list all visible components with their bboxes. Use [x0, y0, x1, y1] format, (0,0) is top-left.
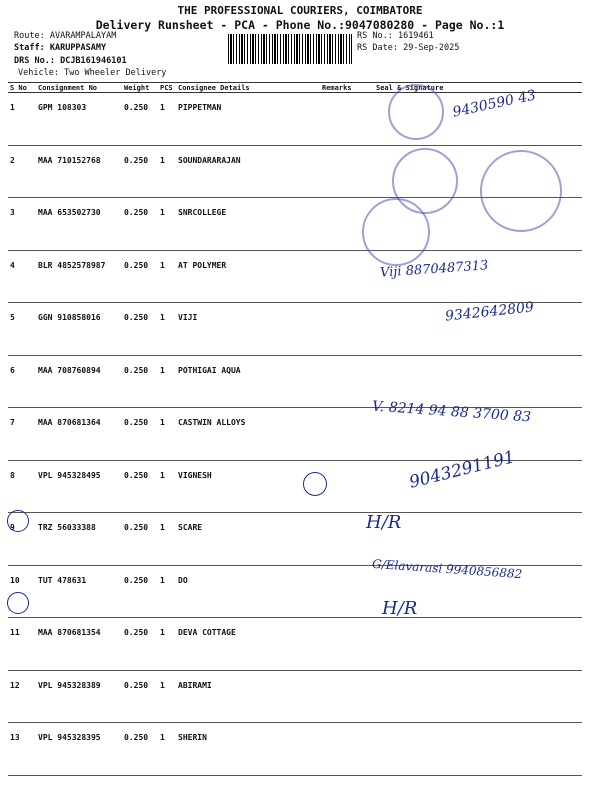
- row-consignee: PIPPETMAN: [176, 93, 320, 146]
- row-weight: 0.250: [122, 303, 158, 356]
- table-row: [8, 670, 582, 723]
- row-sno: 7: [8, 408, 36, 461]
- row-consignment: MAA 653502730: [36, 198, 122, 251]
- row-pcs: 1: [158, 618, 176, 671]
- seal-stamp-icon: [388, 84, 444, 140]
- row-sno: 2: [8, 145, 36, 198]
- row-consignee: SNRCOLLEGE: [176, 198, 320, 251]
- col-consignment: Consignment No: [36, 83, 122, 93]
- row-pcs: 1: [158, 408, 176, 461]
- row-sno: 6: [8, 355, 36, 408]
- row-consignee: CASTWIN ALLOYS: [176, 408, 320, 461]
- row-consignee: VIGNESH: [176, 460, 320, 513]
- row-consignee: AT POLYMER: [176, 250, 320, 303]
- row-remarks: [320, 460, 374, 513]
- row-weight: 0.250: [122, 93, 158, 146]
- row-sno: 4: [8, 250, 36, 303]
- row-signature: [374, 355, 582, 408]
- row-sno: 1: [8, 93, 36, 146]
- row-pcs: 1: [158, 565, 176, 618]
- row-remarks: [320, 303, 374, 356]
- row-pcs: 1: [158, 460, 176, 513]
- signature-row1: 9430590 43: [451, 87, 538, 121]
- signature-row12: G/Elavarasi 9940856882: [371, 556, 523, 582]
- polymer-agencies-stamp-icon: [362, 198, 430, 266]
- row-consignment: TUT 478631: [36, 565, 122, 618]
- row-consignee: SCARE: [176, 513, 320, 566]
- row-signature: [374, 618, 582, 671]
- circle-mark-icon: [7, 510, 29, 532]
- row-consignment: VPL 945328395: [36, 723, 122, 776]
- route-line: Route: AVARAMPALAYAM: [14, 31, 117, 41]
- row-weight: 0.250: [122, 198, 158, 251]
- signature-row5: Viji 8870487313: [379, 258, 489, 281]
- col-weight: Weight: [122, 83, 158, 93]
- row-sno: 9: [8, 513, 36, 566]
- row-remarks: [320, 408, 374, 461]
- row-weight: 0.250: [122, 618, 158, 671]
- staff-value: KARUPPASAMY: [49, 43, 107, 53]
- row-sno: 8: [8, 460, 36, 513]
- row-consignee: DEVA COTTAGE: [176, 618, 320, 671]
- runsheet-subtitle: Delivery Runsheet - PCA - Phone No.:9047080280 - Page No.:1: [95, 18, 505, 32]
- row-pcs: 1: [158, 355, 176, 408]
- table-row: [8, 618, 582, 671]
- col-signature: Seal & Signature: [374, 83, 582, 93]
- row-consignment: MAA 870681364: [36, 408, 122, 461]
- row-sno: 12: [8, 670, 36, 723]
- signature-row11: H/R: [366, 512, 402, 533]
- rs-no-line: RS No.: 1619461: [357, 31, 434, 41]
- col-remarks: Remarks: [320, 83, 374, 93]
- row-pcs: 1: [158, 513, 176, 566]
- snr-college-stamp-icon: [480, 150, 562, 232]
- row-remarks: [320, 618, 374, 671]
- row-weight: 0.250: [122, 250, 158, 303]
- row-sno: 13: [8, 723, 36, 776]
- row-signature: [374, 670, 582, 723]
- table-row: [8, 355, 582, 408]
- row-remarks: [320, 93, 374, 146]
- row-weight: 0.250: [122, 408, 158, 461]
- signature-row8: V. 8214 94 88 3700 83: [371, 398, 532, 426]
- table-row: [8, 250, 582, 303]
- col-sno: S No: [8, 83, 36, 93]
- row-weight: 0.250: [122, 460, 158, 513]
- row-consignment: MAA 710152768: [36, 145, 122, 198]
- table-header: [8, 83, 582, 93]
- row-signature: [374, 513, 582, 566]
- route-value: AVARAMPALAYAM: [49, 31, 117, 41]
- row-weight: 0.250: [122, 670, 158, 723]
- row-sno: 3: [8, 198, 36, 251]
- row-remarks: [320, 565, 374, 618]
- row-pcs: 1: [158, 670, 176, 723]
- staff-line: Staff: KARUPPASAMY: [14, 43, 107, 53]
- drs-line: DRS No.: DCJB161946101: [14, 56, 127, 66]
- signature-row6: 9342642809: [444, 299, 535, 325]
- row-consignee: SHERIN: [176, 723, 320, 776]
- row-pcs: 1: [158, 145, 176, 198]
- row-weight: 0.250: [122, 565, 158, 618]
- drs-value: DCJB161946101: [60, 56, 127, 66]
- row-remarks: [320, 145, 374, 198]
- row-pcs: 1: [158, 198, 176, 251]
- row-remarks: [320, 250, 374, 303]
- row-consignee: VIJI: [176, 303, 320, 356]
- row-consignment: MAA 870681354: [36, 618, 122, 671]
- row-consignee: ABIRAMI: [176, 670, 320, 723]
- row-remarks: [320, 670, 374, 723]
- rs-no-value: 1619461: [397, 31, 434, 41]
- row-pcs: 1: [158, 723, 176, 776]
- barcode: [228, 34, 352, 64]
- row-consignment: BLR 4852578987: [36, 250, 122, 303]
- company-title: THE PROFESSIONAL COURIERS, COIMBATORE: [177, 4, 423, 17]
- signature-row9: 9043291191: [407, 447, 517, 493]
- row-pcs: 1: [158, 250, 176, 303]
- signature-row13: H/R: [382, 598, 418, 619]
- row-consignment: VPL 945328495: [36, 460, 122, 513]
- row-pcs: 1: [158, 303, 176, 356]
- col-consignee: Consignee Details: [176, 83, 320, 93]
- row-sno: 10: [8, 565, 36, 618]
- vehicle-value: Two Wheeler Delivery: [64, 68, 167, 78]
- row-consignee: SOUNDARARAJAN: [176, 145, 320, 198]
- rs-date-line: RS Date: 29-Sep-2025: [357, 43, 460, 53]
- row-consignment: VPL 945328389: [36, 670, 122, 723]
- rs-date-value: 29-Sep-2025: [403, 43, 460, 53]
- row-weight: 0.250: [122, 723, 158, 776]
- circle-mark-icon: [7, 592, 29, 614]
- row-weight: 0.250: [122, 145, 158, 198]
- row-weight: 0.250: [122, 513, 158, 566]
- row-sno: 11: [8, 618, 36, 671]
- row-remarks: [320, 355, 374, 408]
- row-consignment: GPM 108303: [36, 93, 122, 146]
- row-pcs: 1: [158, 93, 176, 146]
- table-row: [8, 513, 582, 566]
- row-consignee: DO: [176, 565, 320, 618]
- row-consignment: GGN 910858016: [36, 303, 122, 356]
- row-consignee: POTHIGAI AQUA: [176, 355, 320, 408]
- row-consignment: MAA 708760894: [36, 355, 122, 408]
- row-remarks: [320, 723, 374, 776]
- table-row: [8, 723, 582, 776]
- row-consignment: TRZ 56033388: [36, 513, 122, 566]
- circle-mark-icon: [303, 472, 327, 496]
- row-sno: 5: [8, 303, 36, 356]
- vehicle-line: Vehicle: Two Wheeler Delivery: [18, 68, 167, 78]
- row-weight: 0.250: [122, 355, 158, 408]
- row-signature: [374, 723, 582, 776]
- col-pcs: PCS: [158, 83, 176, 93]
